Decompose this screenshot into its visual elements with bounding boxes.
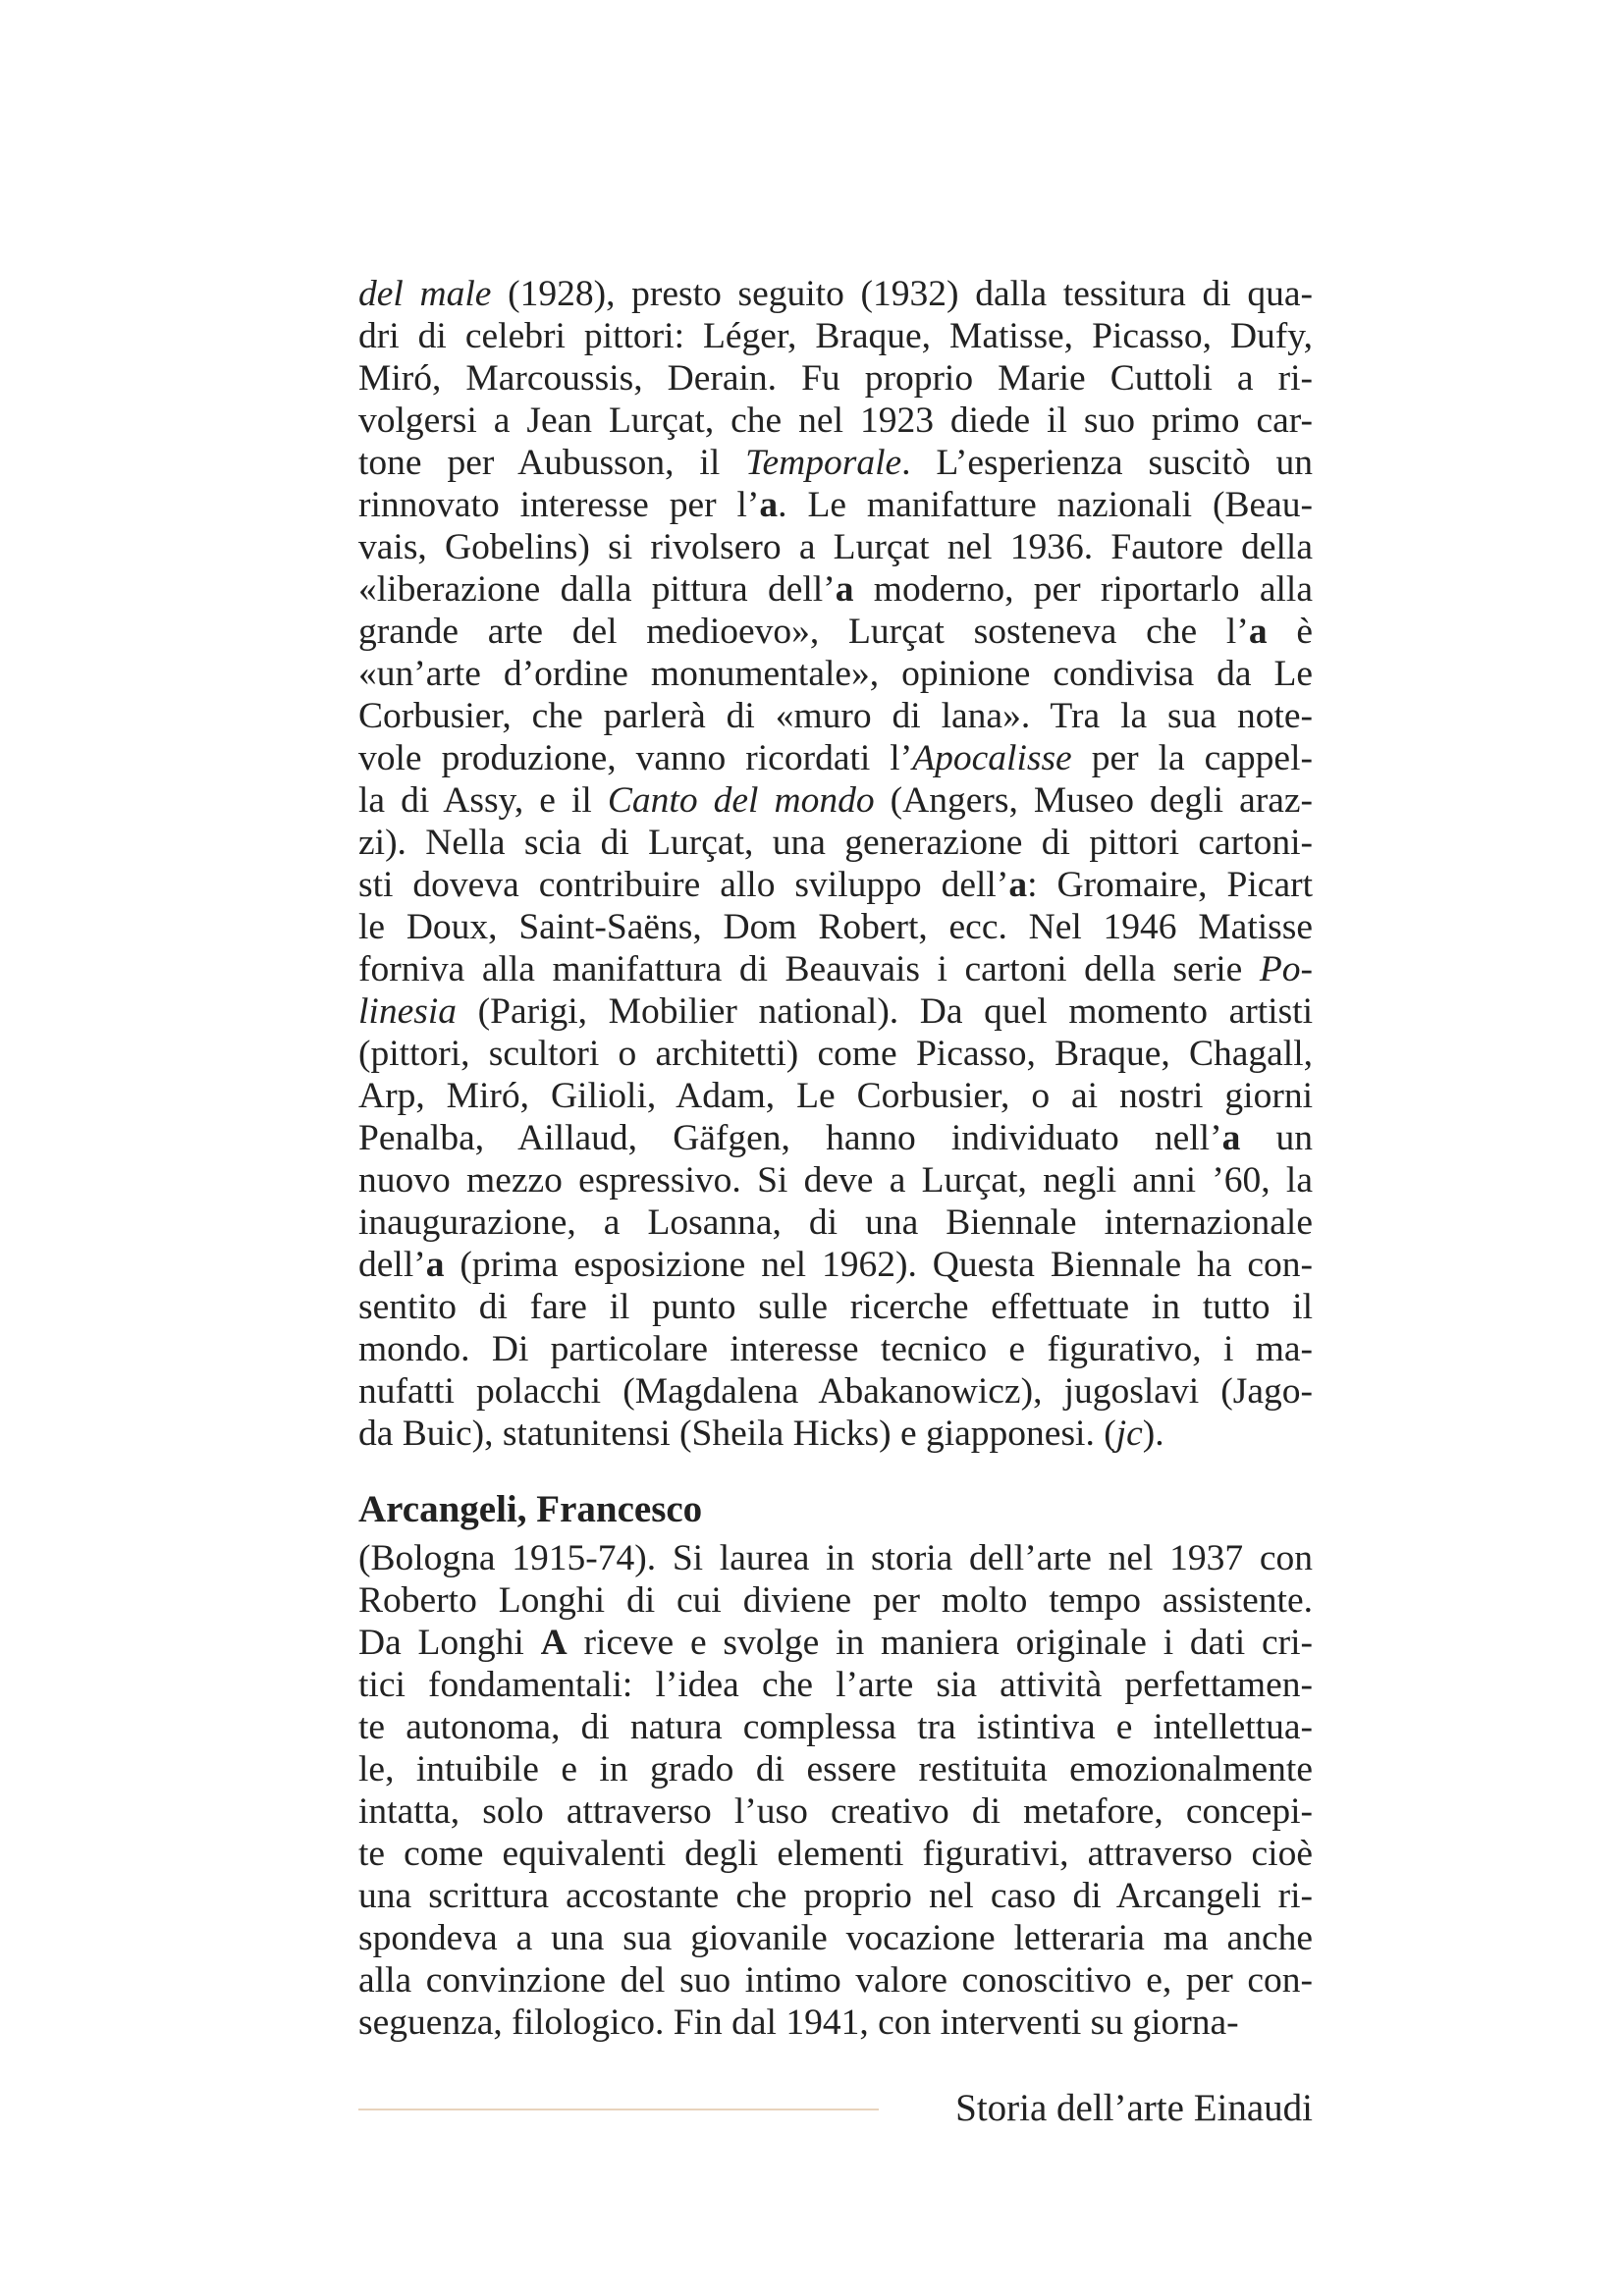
article-continuation-text	[358, 273, 1313, 1455]
article-text-line: linesia (Parigi, Mobilier national). Da quel momento artisti	[358, 991, 1313, 1032]
article-text-line: nufatti polacchi (Magdalena Abakanowicz), jugoslavi (Jago-	[358, 1371, 1313, 1412]
article-text-line: vais, Gobelins) si rivolsero a Lurçat nel 1936. Fautore della	[358, 527, 1313, 567]
entry-text-line: (Bologna 1915-74). Si laurea in storia dell’arte nel 1937 con	[358, 1538, 1313, 1578]
article-text-line: vole produzione, vanno ricordati l’Apocalisse per la cappel-	[358, 738, 1313, 778]
article-text-line: Corbusier, che parlerà di «muro di lana». Tra la sua note-	[358, 696, 1313, 736]
page-footer	[358, 2081, 1313, 2140]
article-text-line: «liberazione dalla pittura dell’a moderno, per riportarlo alla	[358, 569, 1313, 610]
entry-text-line: te come equivalenti degli elementi figurativi, attraverso cioè	[358, 1834, 1313, 1874]
article-text-line: del male (1928), presto seguito (1932) dalla tessitura di qua-	[358, 274, 1313, 314]
page-content	[358, 273, 1313, 2044]
article-text-line: le Doux, Saint-Saëns, Dom Robert, ecc. Nel 1946 Matisse	[358, 907, 1313, 947]
article-text-line: sti doveva contribuire allo sviluppo dell’a: Gromaire, Picart	[358, 865, 1314, 905]
article-text-line: mondo. Di particolare interesse tecnico e figurativo, i ma-	[358, 1329, 1313, 1369]
article-text-line: zi). Nella scia di Lurçat, una generazione di pittori cartoni-	[358, 823, 1313, 863]
entry-text-line: le, intuibile e in grado di essere restituita emozionalmente	[358, 1749, 1313, 1789]
article-text-line: da Buic), statunitensi (Sheila Hicks) e giapponesi. (jc).	[358, 1414, 1164, 1454]
article-text-line: dell’a (prima esposizione nel 1962). Questa Biennale ha con-	[358, 1245, 1313, 1285]
entry-text-line: una scrittura accostante che proprio nel caso di Arcangeli ri-	[358, 1876, 1313, 1916]
article-text-line: sentito di fare il punto sulle ricerche effettuate in tutto il	[358, 1287, 1313, 1327]
article-text-line: rinnovato interesse per l’a. Le manifatture nazionali (Beau-	[358, 485, 1314, 525]
article-text-line: Arp, Miró, Gilioli, Adam, Le Corbusier, o ai nostri giorni	[358, 1076, 1313, 1116]
entry-body-text	[358, 1537, 1313, 2044]
footer-rule	[358, 2109, 879, 2110]
footer-title: Storia dell’arte Einaudi	[955, 2087, 1313, 2129]
article-text-line: forniva alla manifattura di Beauvais i cartoni della serie Po-	[358, 949, 1313, 989]
article-text-line: dri di celebri pittori: Léger, Braque, Matisse, Picasso, Dufy,	[358, 316, 1313, 356]
article-text-line: Penalba, Aillaud, Gäfgen, hanno individuato nell’a un	[358, 1118, 1314, 1158]
article-text-line: (pittori, scultori o architetti) come Picasso, Braque, Chagall,	[358, 1034, 1313, 1074]
entry-text-line: alla convinzione del suo intimo valore conoscitivo e, per con-	[358, 1960, 1313, 2001]
entry-text-line: Roberto Longhi di cui diviene per molto tempo assistente.	[358, 1580, 1313, 1621]
entry-heading: Arcangeli, Francesco	[358, 1488, 703, 1530]
article-text-line: grande arte del medioevo», Lurçat sosteneva che l’a è	[358, 612, 1313, 652]
article-text-line: la di Assy, e il Canto del mondo (Angers, Museo degli araz-	[358, 780, 1313, 821]
entry-text-line: intatta, solo attraverso l’uso creativo di metafore, concepi-	[358, 1791, 1313, 1832]
article-text-line: volgersi a Jean Lurçat, che nel 1923 diede il suo primo car-	[358, 400, 1313, 441]
entry-text-line: Da Longhi A riceve e svolge in maniera originale i dati cri-	[358, 1623, 1313, 1663]
entry-text-line: spondeva a una sua giovanile vocazione letteraria ma anche	[358, 1918, 1313, 1958]
article-text-line: «un’arte d’ordine monumentale», opinione condivisa da Le	[358, 654, 1313, 694]
entry-text-line: seguenza, filologico. Fin dal 1941, con interventi su giorna-	[358, 2002, 1239, 2043]
entry-text-line: te autonoma, di natura complessa tra istintiva e intellettua-	[358, 1707, 1313, 1747]
article-text-line: inaugurazione, a Losanna, di una Biennale internazionale	[358, 1202, 1313, 1243]
article-text-line: nuovo mezzo espressivo. Si deve a Lurçat, negli anni ’60, la	[358, 1160, 1313, 1201]
article-text-line: Miró, Marcoussis, Derain. Fu proprio Marie Cuttoli a ri-	[358, 358, 1313, 399]
entry-text-line: tici fondamentali: l’idea che l’arte sia attività perfettamen-	[358, 1665, 1313, 1705]
article-text-line: tone per Aubusson, il Temporale. L’esperienza suscitò un	[358, 443, 1313, 483]
